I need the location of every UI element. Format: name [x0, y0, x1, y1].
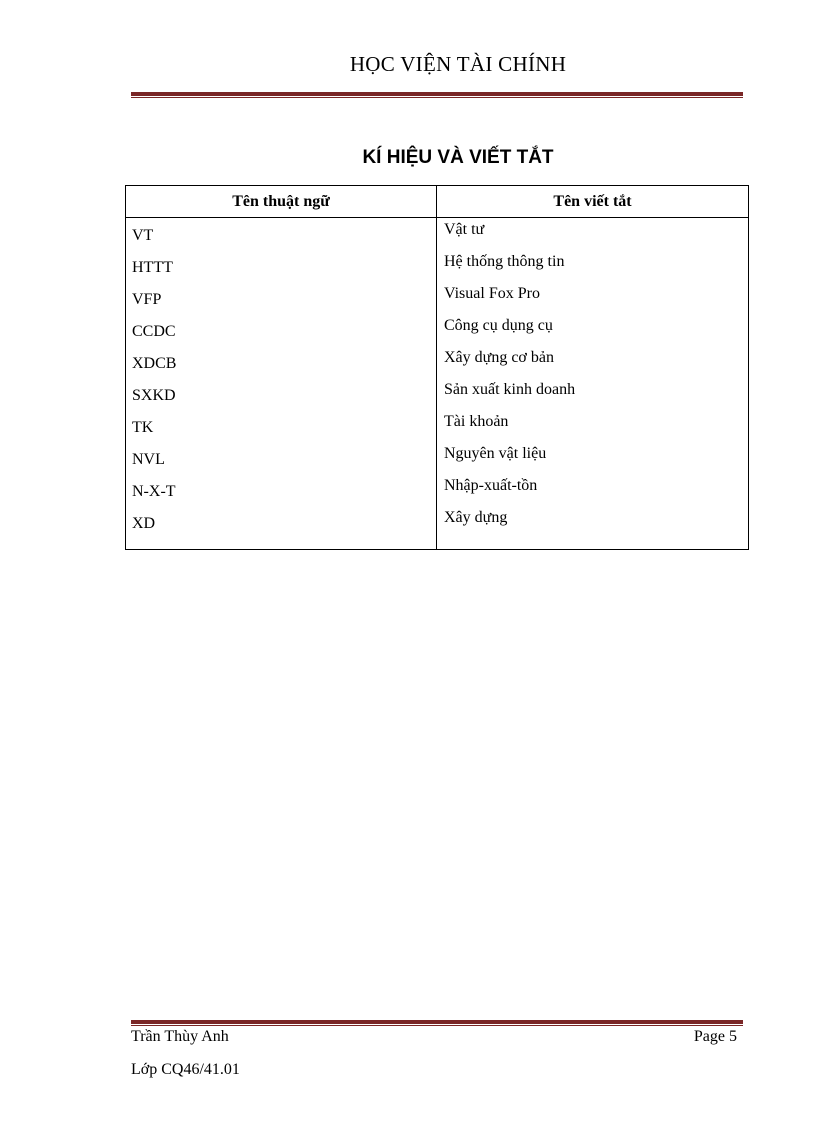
meaning-item: Xây dựng [444, 509, 508, 526]
meaning-item: Tài khoản [444, 413, 509, 430]
footer-author: Trần Thùy Anh [131, 1028, 229, 1045]
header-title: HỌC VIỆN TÀI CHÍNH [349, 52, 567, 76]
column-header-term: Tên thuật ngữ [126, 186, 437, 218]
term-item: TK [132, 419, 154, 436]
meaning-item: Vật tư [444, 221, 485, 238]
meanings-cell [437, 218, 749, 550]
footer-class: Lớp CQ46/41.01 [131, 1061, 240, 1078]
term-item: VFP [132, 291, 162, 308]
footer-rule [131, 1020, 743, 1026]
term-item: N-X-T [132, 483, 176, 500]
term-item: VT [132, 227, 154, 244]
column-header-abbreviation: Tên viết tắt [437, 186, 749, 218]
term-item: XDCB [132, 355, 177, 372]
header-rule [131, 92, 743, 98]
term-item: XD [132, 515, 156, 532]
meaning-item: Xây dựng cơ bản [444, 349, 554, 366]
meaning-item: Visual Fox Pro [444, 285, 540, 302]
term-item: CCDC [132, 323, 176, 340]
section-title: KÍ HIỆU VÀ VIẾT TẮT [362, 147, 554, 168]
meaning-item: Sản xuất kinh doanh [444, 381, 576, 398]
page-number: Page 5 [693, 1028, 737, 1045]
term-item: NVL [132, 451, 165, 468]
meaning-item: Hệ thống thông tin [444, 253, 565, 270]
term-item: HTTT [132, 259, 173, 276]
term-item: SXKD [132, 387, 176, 404]
terms-cell [126, 218, 437, 550]
meaning-item: Nhập-xuất-tồn [444, 477, 538, 494]
abbreviation-table [125, 185, 749, 550]
meaning-item: Công cụ dụng cụ [444, 317, 553, 334]
meaning-item: Nguyên vật liệu [444, 445, 547, 462]
table-header-row [126, 186, 749, 218]
